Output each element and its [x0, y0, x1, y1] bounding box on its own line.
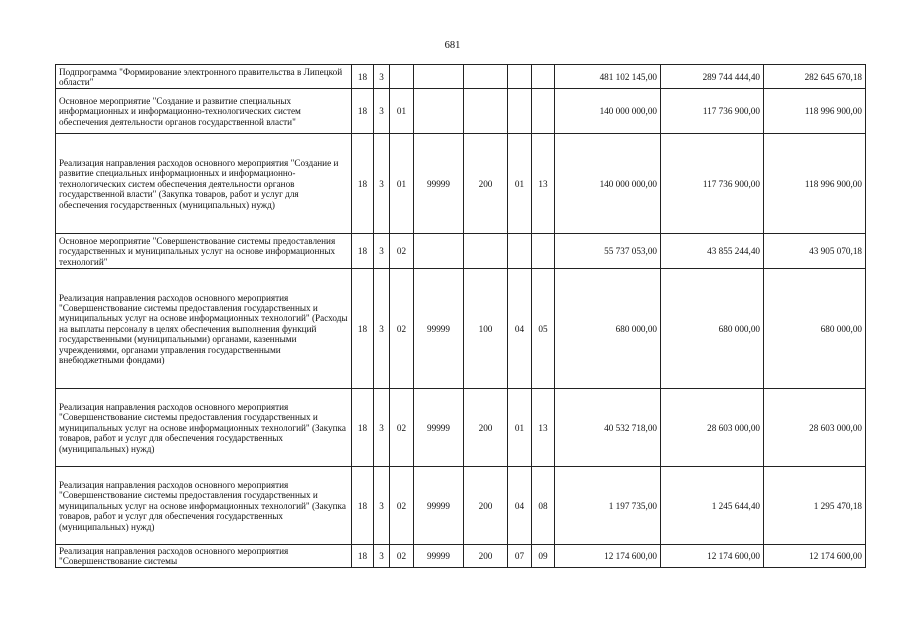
table-row: [56, 467, 866, 545]
code-cell: 02: [390, 269, 414, 389]
table-row: [56, 134, 866, 234]
code-cell: 04: [508, 467, 532, 545]
amount-cell: 1 295 470,18: [764, 467, 866, 545]
amount-cell: 118 996 900,00: [764, 89, 866, 134]
row-description: Реализация направления расходов основного мероприятия "Создание и развитие специальных информационных и информационно-технологических систем обеспечения деятельности органов государственной власти" (Закупка товаров, работ и услуг для обеспечения государственных (муниципальных) нужд): [56, 134, 352, 234]
table-row: [56, 389, 866, 467]
code-cell: [414, 89, 464, 134]
amount-cell: 12 174 600,00: [764, 545, 866, 568]
code-cell: 3: [374, 134, 390, 234]
code-cell: [508, 234, 532, 269]
code-cell: 09: [532, 545, 555, 568]
code-cell: 18: [352, 65, 374, 89]
amount-cell: 140 000 000,00: [555, 134, 661, 234]
code-cell: 99999: [414, 134, 464, 234]
amount-cell: 282 645 670,18: [764, 65, 866, 89]
code-cell: 02: [390, 389, 414, 467]
code-cell: [532, 89, 555, 134]
code-cell: 99999: [414, 545, 464, 568]
table-row: [56, 269, 866, 389]
code-cell: [532, 234, 555, 269]
code-cell: 07: [508, 545, 532, 568]
code-cell: 200: [464, 134, 508, 234]
code-cell: 3: [374, 269, 390, 389]
code-cell: 3: [374, 234, 390, 269]
code-cell: 200: [464, 389, 508, 467]
code-cell: [464, 89, 508, 134]
code-cell: [414, 65, 464, 89]
code-cell: 08: [532, 467, 555, 545]
code-cell: 3: [374, 545, 390, 568]
code-cell: [508, 89, 532, 134]
code-cell: [532, 65, 555, 89]
amount-cell: 1 245 644,40: [661, 467, 764, 545]
code-cell: 99999: [414, 467, 464, 545]
amount-cell: 117 736 900,00: [661, 89, 764, 134]
row-description: Подпрограмма "Формирование электронного правительства в Липецкой области": [56, 65, 352, 89]
code-cell: 99999: [414, 389, 464, 467]
code-cell: 200: [464, 545, 508, 568]
page-number: 681: [444, 40, 461, 51]
code-cell: 02: [390, 545, 414, 568]
code-cell: 13: [532, 134, 555, 234]
code-cell: 100: [464, 269, 508, 389]
amount-cell: 12 174 600,00: [555, 545, 661, 568]
code-cell: [464, 234, 508, 269]
table-row: [56, 234, 866, 269]
code-cell: 04: [508, 269, 532, 389]
amount-cell: 289 744 444,40: [661, 65, 764, 89]
code-cell: 18: [352, 134, 374, 234]
code-cell: [508, 65, 532, 89]
amount-cell: 55 737 053,00: [555, 234, 661, 269]
amount-cell: 1 197 735,00: [555, 467, 661, 545]
code-cell: 01: [508, 389, 532, 467]
amount-cell: 43 905 070,18: [764, 234, 866, 269]
code-cell: 13: [532, 389, 555, 467]
code-cell: 3: [374, 89, 390, 134]
code-cell: 99999: [414, 269, 464, 389]
code-cell: 02: [390, 467, 414, 545]
code-cell: [414, 234, 464, 269]
amount-cell: 680 000,00: [555, 269, 661, 389]
code-cell: 18: [352, 389, 374, 467]
code-cell: 3: [374, 65, 390, 89]
table-body: [56, 65, 866, 568]
amount-cell: 28 603 000,00: [661, 389, 764, 467]
amount-cell: 117 736 900,00: [661, 134, 764, 234]
table-row: [56, 65, 866, 89]
code-cell: 18: [352, 545, 374, 568]
code-cell: 200: [464, 467, 508, 545]
code-cell: 18: [352, 467, 374, 545]
amount-cell: 40 532 718,00: [555, 389, 661, 467]
code-cell: 18: [352, 234, 374, 269]
code-cell: [390, 65, 414, 89]
amount-cell: 680 000,00: [764, 269, 866, 389]
amount-cell: 12 174 600,00: [661, 545, 764, 568]
code-cell: 3: [374, 467, 390, 545]
amount-cell: 680 000,00: [661, 269, 764, 389]
code-cell: 18: [352, 269, 374, 389]
row-description: Реализация направления расходов основного мероприятия "Совершенствование системы предоставления государственных и муниципальных услуг на основе информационных технологий" (Закупка товаров, работ и услуг для обеспечения государственных (муниципальных) нужд): [56, 467, 352, 545]
row-description: Реализация направления расходов основного мероприятия "Совершенствование системы: [56, 545, 352, 568]
code-cell: [464, 65, 508, 89]
code-cell: 05: [532, 269, 555, 389]
code-cell: 01: [390, 89, 414, 134]
amount-cell: 28 603 000,00: [764, 389, 866, 467]
code-cell: 3: [374, 389, 390, 467]
row-description: Основное мероприятие "Создание и развитие специальных информационных и информационно-технологических систем обеспечения деятельности органов государственной власти": [56, 89, 352, 134]
amount-cell: 481 102 145,00: [555, 65, 661, 89]
budget-table: [55, 64, 866, 568]
code-cell: 02: [390, 234, 414, 269]
row-description: Реализация направления расходов основного мероприятия "Совершенствование системы предоставления государственных и муниципальных услуг на основе информационных технологий" (Расходы на выплаты персоналу в целях обеспечения выполнения функций государственными (муниципальными) органами, казенными учреждениями, органами управления государственными внебюджетными фондами): [56, 269, 352, 389]
amount-cell: 43 855 244,40: [661, 234, 764, 269]
code-cell: 01: [508, 134, 532, 234]
row-description: Реализация направления расходов основного мероприятия "Совершенствование системы предоставления государственных и муниципальных услуг на основе информационных технологий" (Закупка товаров, работ и услуг для обеспечения государственных (муниципальных) нужд): [56, 389, 352, 467]
row-description: Основное мероприятие "Совершенствование системы предоставления государственных и муниципальных услуг на основе информационных технологий": [56, 234, 352, 269]
code-cell: 18: [352, 89, 374, 134]
table-row: [56, 545, 866, 568]
amount-cell: 140 000 000,00: [555, 89, 661, 134]
code-cell: 01: [390, 134, 414, 234]
amount-cell: 118 996 900,00: [764, 134, 866, 234]
table-row: [56, 89, 866, 134]
